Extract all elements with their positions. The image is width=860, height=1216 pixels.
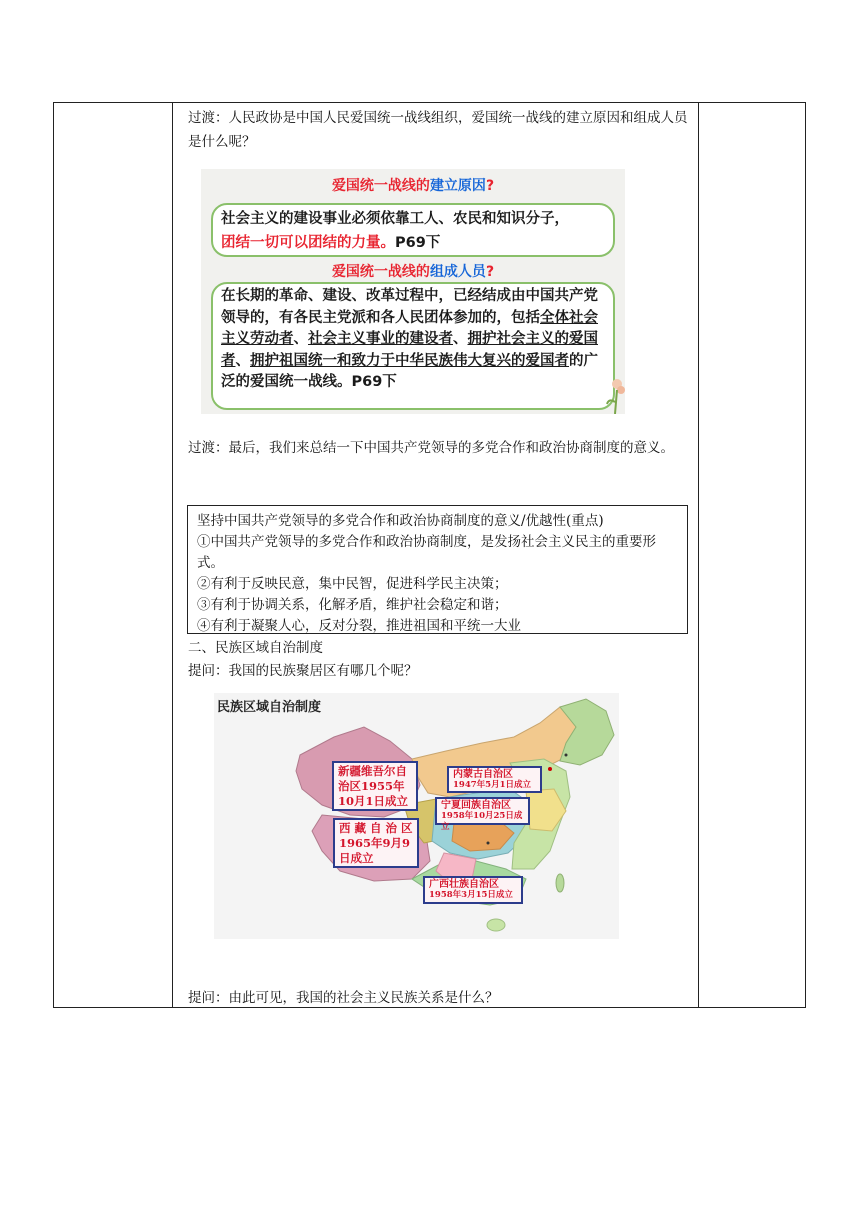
label-xinjiang: 新疆维吾尔自治区1955年10月1日成立 — [332, 761, 418, 811]
question-regions: 提问：我国的民族聚居区有哪几个呢？ — [188, 663, 418, 679]
label-inner-mongolia: 内蒙古自治区 1947年5月1日成立 — [447, 766, 542, 793]
slide-question-1: 爱国统一战线的建立原因? — [331, 178, 495, 194]
significance-summary-box — [187, 505, 688, 634]
column-divider-right — [698, 103, 699, 1007]
autonomous-regions-map-slide — [214, 693, 619, 939]
label-tibet: 西 藏 自 治 区1965年9月9日成立 — [333, 818, 419, 868]
transition-text-2: 过渡：最后，我们来总结一下中国共产党领导的多党合作和政治协商制度的意义。 — [188, 440, 674, 456]
summary-item: ③有利于协调关系，化解矛盾，维护社会稳定和谐； — [197, 597, 508, 613]
members-box: 在长期的革命、建设、改革过程中，已经结成由中国共产党领导的，有各民主党派和各人民团体参加的，包括全体社会主义劳动者、社会主义事业的建设者、拥护社会主义的爱国者、拥护祖国统一和致力于中华民族伟大复兴的爱国者的广泛的爱国统一战线。P69下 — [211, 282, 615, 410]
slide-question-2: 爱国统一战线的组成人员? — [331, 264, 495, 280]
label-guangxi: 广西壮族自治区 1958年3月15日成立 — [423, 876, 523, 904]
section-heading: 二、民族区域自治制度 — [188, 640, 323, 656]
column-divider-left — [172, 103, 173, 1007]
map-title: 民族区域自治制度 — [217, 700, 322, 715]
summary-item: ①中国共产党领导的多党合作和政治协商制度，是发扬社会主义民主的重要形式。 — [197, 534, 656, 571]
label-ningxia: 宁夏回族自治区 1958年10月25日成立 — [435, 797, 530, 825]
reason-box: 社会主义的建设事业必须依靠工人、农民和知识分子， 团结一切可以团结的力量。P69下 — [211, 203, 615, 257]
question-relations: 提问：由此可见，我国的社会主义民族关系是什么？ — [188, 990, 499, 1006]
summary-item: ②有利于反映民意，集中民智，促进科学民主决策； — [197, 576, 508, 592]
flower-decoration-icon — [605, 370, 625, 414]
transition-text-1: 过渡：人民政协是中国人民爱国统一战线组织，爱国统一战线的建立原因和组成人员是什么呢？ — [188, 110, 688, 150]
china-map-icon — [214, 693, 619, 939]
united-front-slide — [201, 169, 625, 414]
summary-item: ④有利于凝聚人心，反对分裂，推进祖国和平统一大业 — [197, 618, 521, 634]
summary-title: 坚持中国共产党领导的多党合作和政治协商制度的意义/优越性(重点) — [197, 513, 604, 529]
